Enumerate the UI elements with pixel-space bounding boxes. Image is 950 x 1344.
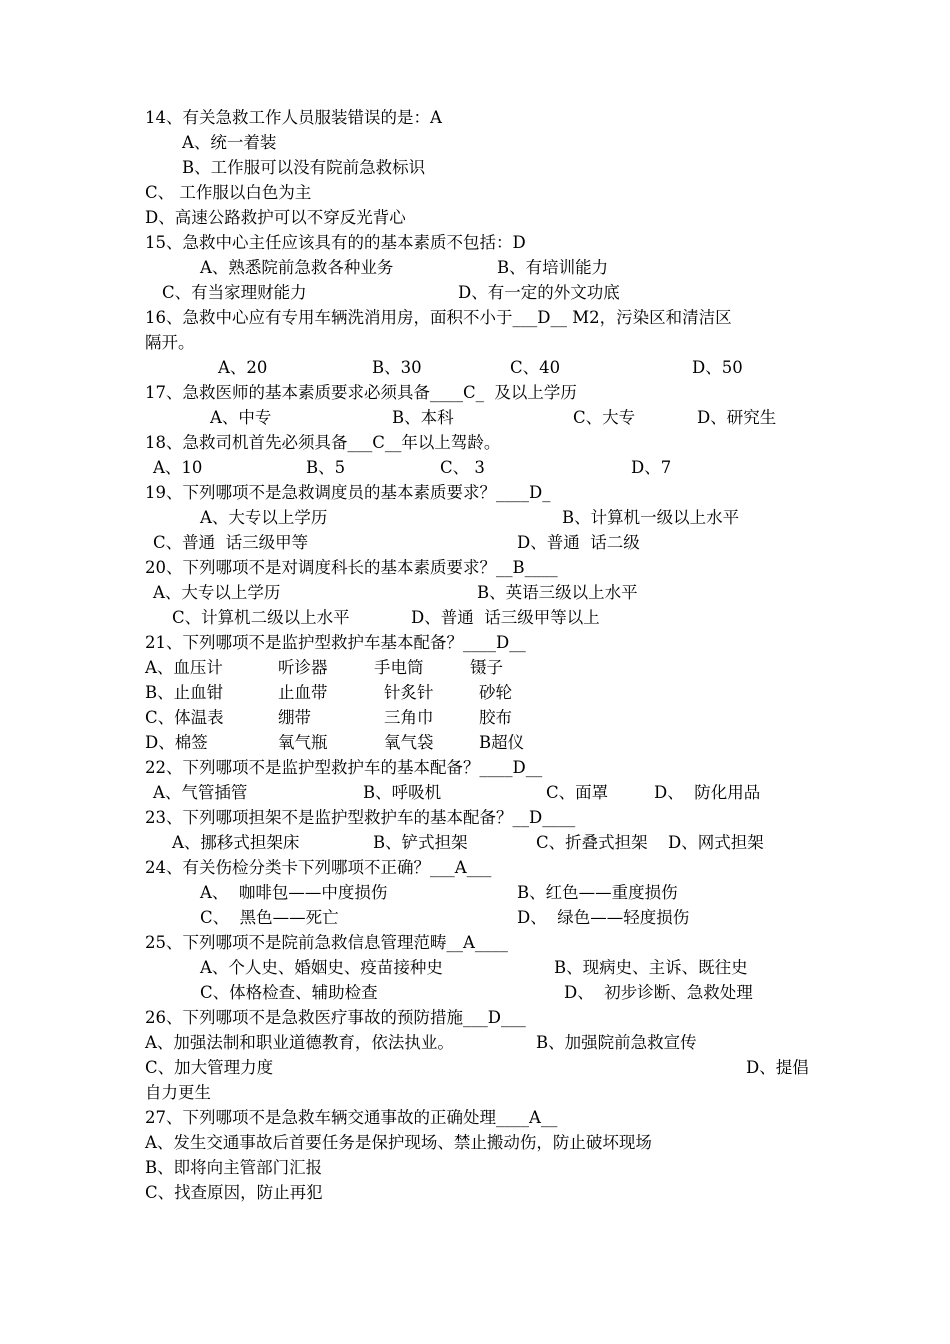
option-b-item: 止血带 — [278, 683, 328, 702]
option-c: C、找查原因，防止再犯 — [145, 1183, 323, 1202]
option-c: C、面罩 — [546, 783, 609, 802]
option-d: D、普通 话二级 — [517, 533, 640, 552]
option-b-item: 砂轮 — [479, 683, 512, 702]
option-a: A、个人史、婚姻史、疫苗接种史 — [200, 958, 443, 977]
question-18: 18、急救司机首先必须具备___C__年以上驾龄。 — [145, 433, 501, 452]
option-a: A、发生交通事故后首要任务是保护现场、禁止搬动伤，防止破坏现场 — [145, 1133, 652, 1152]
option-b-item: 针炙针 — [384, 683, 434, 702]
option-d-item: B超仪 — [479, 733, 525, 752]
option-b: B、红色——重度损伤 — [517, 883, 678, 902]
option-c: C、折叠式担架 — [536, 833, 648, 852]
option-a: A、加强法制和职业道德教育，依法执业。 — [145, 1033, 454, 1052]
question-16: 16、急救中心应有专用车辆洗消用房，面积不小于___D__ M2，污染区和清洁区 — [145, 308, 732, 327]
question-20: 20、下列哪项不是对调度科长的基本素质要求？__B____ — [145, 558, 558, 577]
option-a: A、挪移式担架床 — [172, 833, 300, 852]
option-c: C、40 — [510, 358, 561, 377]
option-d: D、研究生 — [697, 408, 777, 427]
option-a: A、中专 — [210, 408, 272, 427]
option-b: B、有培训能力 — [497, 258, 609, 277]
option-a: A、 咖啡包——中度损伤 — [200, 883, 388, 902]
option-d-item: 氧气瓶 — [278, 733, 328, 752]
option-a: A、熟悉院前急救各种业务 — [200, 258, 394, 277]
option-c: C、大专 — [573, 408, 636, 427]
question-27: 27、下列哪项不是急救车辆交通事故的正确处理____A__ — [145, 1108, 558, 1127]
option-b: B、铲式担架 — [373, 833, 468, 852]
option-a: A、20 — [218, 358, 268, 377]
option-d-item: 氧气袋 — [384, 733, 434, 752]
option-d: D、提倡 — [746, 1058, 809, 1077]
option-b: B、30 — [372, 358, 422, 377]
option-a: A、大专以上学历 — [153, 583, 281, 602]
option-a: A、统一着装 — [182, 133, 277, 152]
question-15: 15、急救中心主任应该具有的的基本素质不包括：D — [145, 233, 526, 252]
option-a: A、大专以上学历 — [200, 508, 328, 527]
option-b: B、止血钳 — [145, 683, 224, 702]
option-d: D、有一定的外文功底 — [458, 283, 620, 302]
option-a: A、10 — [153, 458, 203, 477]
question-21: 21、下列哪项不是监护型救护车基本配备？____D__ — [145, 633, 526, 652]
option-c: C、体格检查、辅助检查 — [200, 983, 378, 1002]
option-d: D、50 — [692, 358, 743, 377]
option-b: B、即将向主管部门汇报 — [145, 1158, 323, 1177]
question-17: 17、急救医师的基本素质要求必须具备____C_ 及以上学历 — [145, 383, 577, 402]
option-d: D、普通 话三级甲等以上 — [411, 608, 600, 627]
option-d: D、 防化用品 — [654, 783, 761, 802]
question-19: 19、下列哪项不是急救调度员的基本素质要求？____D_ — [145, 483, 551, 502]
option-b: B、5 — [306, 458, 346, 477]
option-c: C、普通 话三级甲等 — [153, 533, 309, 552]
option-d: D、 初步诊断、急救处理 — [564, 983, 753, 1002]
option-c: C、 工作服以白色为主 — [145, 183, 312, 202]
option-c: C、加大管理力度 — [145, 1058, 274, 1077]
question-14: 14、有关急救工作人员服装错误的是：A — [145, 108, 442, 127]
question-26: 26、下列哪项不是急救医疗事故的预防措施___D___ — [145, 1008, 526, 1027]
option-c-item: 胶布 — [479, 708, 512, 727]
option-d: D、高速公路救护可以不穿反光背心 — [145, 208, 406, 227]
option-b: B、计算机一级以上水平 — [562, 508, 740, 527]
option-d-continued: 自力更生 — [145, 1083, 211, 1102]
option-d: D、网式担架 — [668, 833, 764, 852]
option-b: B、加强院前急救宣传 — [536, 1033, 697, 1052]
option-a-item: 听诊器 — [278, 658, 328, 677]
option-b: B、现病史、主诉、既往史 — [554, 958, 748, 977]
question-25: 25、下列哪项不是院前急救信息管理范畴__A____ — [145, 933, 508, 952]
option-c: C、 黑色——死亡 — [200, 908, 339, 927]
option-c: C、 3 — [440, 458, 485, 477]
option-a: A、气管插管 — [153, 783, 248, 802]
question-24: 24、有关伤检分类卡下列哪项不正确？___A___ — [145, 858, 492, 877]
option-b: B、工作服可以没有院前急救标识 — [182, 158, 426, 177]
option-c-item: 绷带 — [278, 708, 311, 727]
question-16-continued: 隔开。 — [145, 333, 195, 352]
option-b: B、呼吸机 — [363, 783, 442, 802]
option-d: D、 绿色——轻度损伤 — [517, 908, 690, 927]
option-b: B、英语三级以上水平 — [477, 583, 638, 602]
option-d: D、棉签 — [145, 733, 208, 752]
option-a-item: 镊子 — [470, 658, 503, 677]
option-c-item: 三角巾 — [384, 708, 434, 727]
option-c: C、计算机二级以上水平 — [172, 608, 350, 627]
option-a: A、血压计 — [145, 658, 223, 677]
option-a-item: 手电筒 — [374, 658, 424, 677]
option-d: D、7 — [631, 458, 672, 477]
question-22: 22、下列哪项不是监护型救护车的基本配备？____D__ — [145, 758, 543, 777]
option-c: C、体温表 — [145, 708, 224, 727]
question-23: 23、下列哪项担架不是监护型救护车的基本配备？__D____ — [145, 808, 576, 827]
option-c: C、有当家理财能力 — [162, 283, 307, 302]
option-b: B、本科 — [392, 408, 454, 427]
